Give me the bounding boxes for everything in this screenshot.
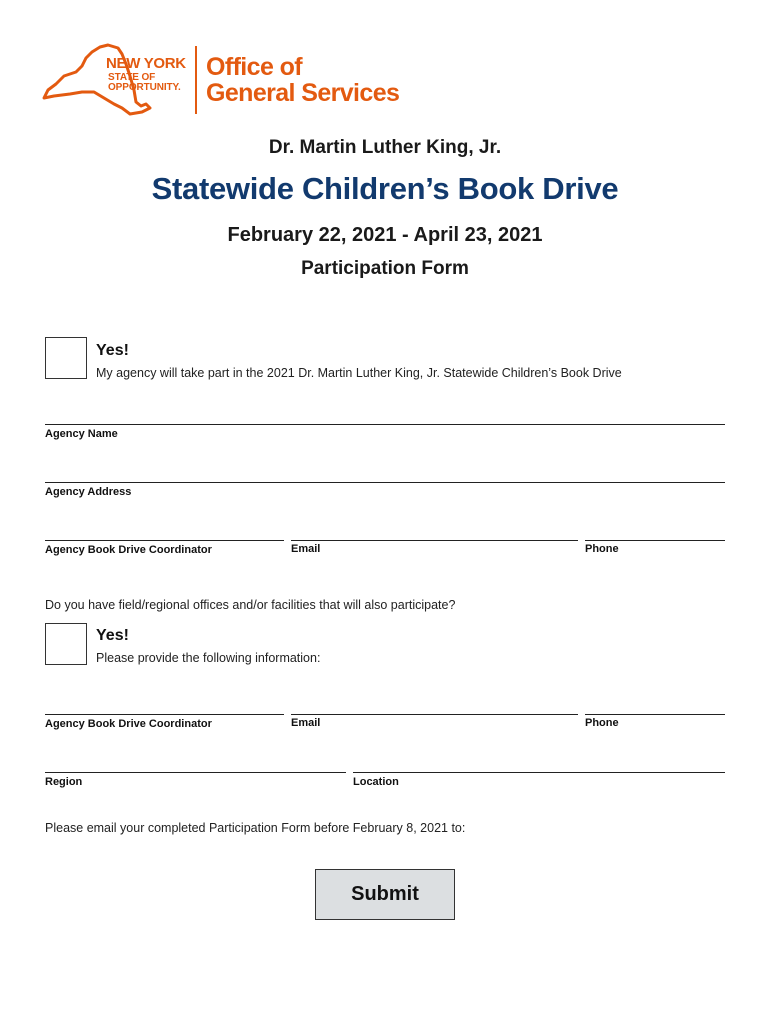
agency-name-field[interactable]: [45, 424, 725, 425]
participate-checkbox[interactable]: [45, 337, 87, 379]
regional-note: Please provide the following information:: [96, 651, 321, 665]
email-label: Email: [291, 543, 321, 555]
phone-field[interactable]: [585, 540, 725, 541]
ogs-logo: [42, 42, 412, 118]
regional-email-label: Email: [291, 717, 321, 729]
logo-office-line-1: Office of: [206, 53, 302, 81]
logo-state-name: NEW YORK: [106, 55, 186, 72]
regional-offices-question: Do you have field/regional offices and/or facilities that will also participate?: [45, 598, 456, 612]
coordinator-field[interactable]: [45, 540, 284, 541]
logo-divider: [195, 46, 197, 114]
email-instruction: Please email your completed Participation Form before February 8, 2021 to:: [45, 821, 466, 835]
location-label: Location: [353, 776, 399, 788]
logo-state-tagline-2: OPPORTUNITY.: [108, 82, 181, 93]
pre-title: Dr. Martin Luther King, Jr.: [268, 137, 502, 158]
agency-name-label: Agency Name: [45, 428, 118, 440]
page-title: Statewide Children’s Book Drive: [151, 171, 619, 206]
regional-coordinator-label: Agency Book Drive Coordinator: [45, 718, 212, 730]
agency-address-label: Agency Address: [45, 486, 132, 498]
regional-offices-checkbox[interactable]: [45, 623, 87, 665]
drive-dates: February 22, 2021 - April 23, 2021: [227, 224, 543, 246]
location-field[interactable]: [353, 772, 725, 773]
logo-state-tagline-1: STATE OF: [108, 72, 156, 83]
form-title: Participation Form: [301, 258, 469, 279]
logo-office-line-2: General Services: [206, 79, 400, 107]
coordinator-label: Agency Book Drive Coordinator: [45, 544, 212, 556]
participate-note: My agency will take part in the 2021 Dr. Martin Luther King, Jr. Statewide Children’s Book Drive: [96, 366, 622, 380]
region-label: Region: [45, 776, 83, 788]
phone-label: Phone: [585, 543, 619, 555]
region-field[interactable]: [45, 772, 346, 773]
submit-button[interactable]: Submit: [315, 869, 455, 920]
regional-yes-label: Yes!: [96, 627, 129, 644]
agency-address-field[interactable]: [45, 482, 725, 483]
regional-phone-label: Phone: [585, 717, 619, 729]
participate-yes-label: Yes!: [96, 342, 129, 359]
regional-phone-field[interactable]: [585, 714, 725, 715]
email-field[interactable]: [291, 540, 578, 541]
regional-coordinator-field[interactable]: [45, 714, 284, 715]
regional-email-field[interactable]: [291, 714, 578, 715]
